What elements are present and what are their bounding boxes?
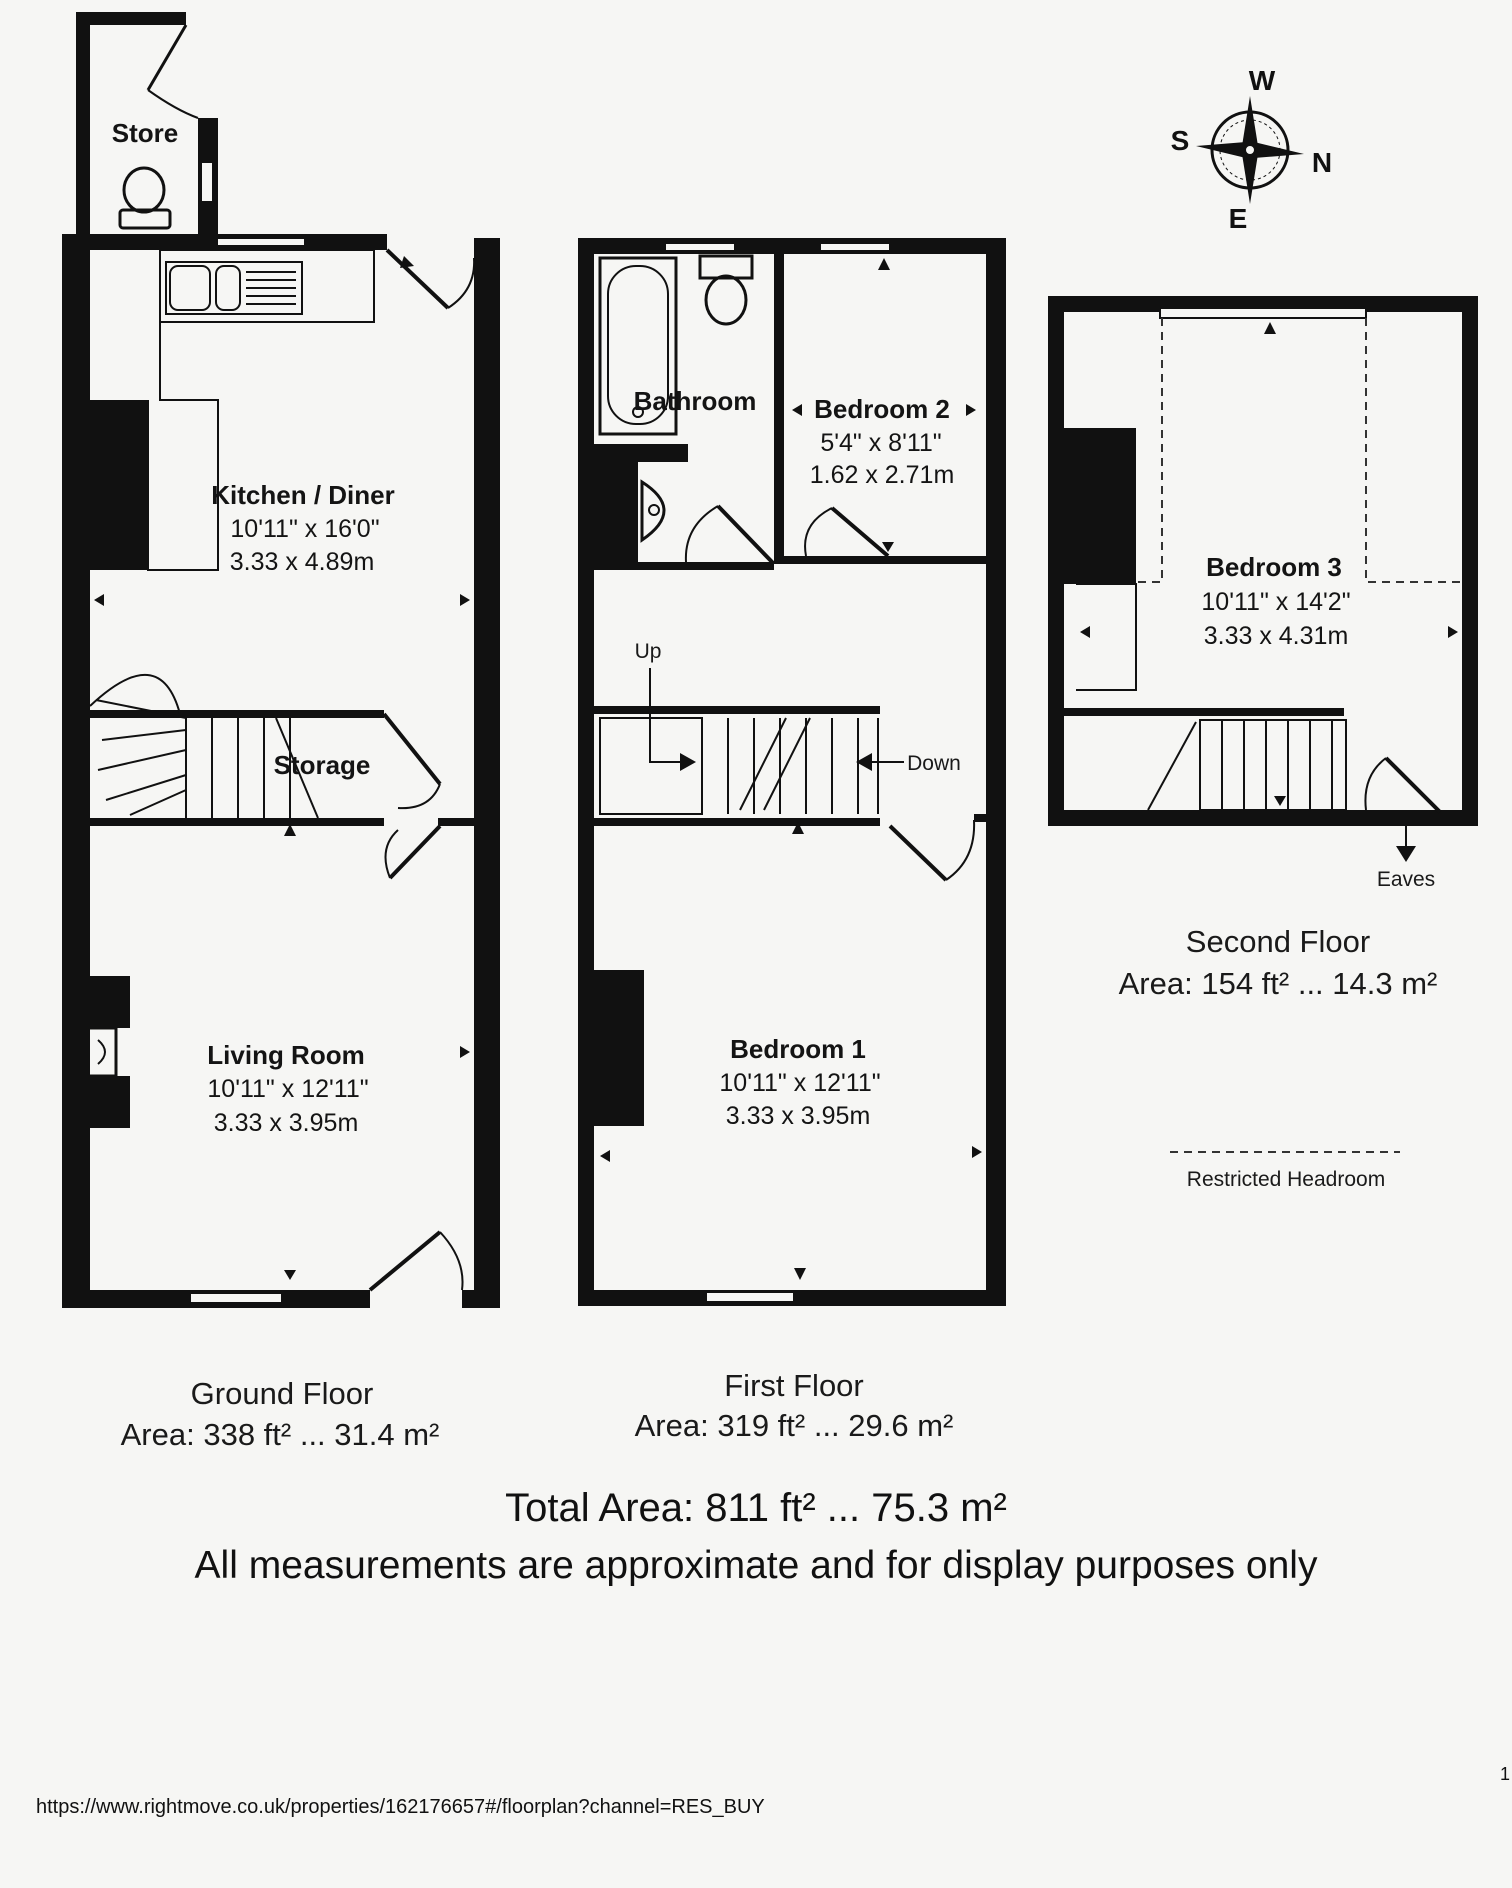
second-floor-area: Area: 154 ft² ... 14.3 m²	[1118, 966, 1438, 1001]
bedroom2-label: Bedroom 2	[814, 394, 950, 424]
second-floor-plan	[1056, 304, 1470, 862]
living-room-imperial: 10'11" x 12'11"	[207, 1075, 369, 1103]
second-floor-label: Second Floor	[1185, 924, 1371, 959]
bedroom1-imperial: 10'11" x 12'11"	[719, 1069, 881, 1097]
compass-west-label: W	[1248, 65, 1276, 96]
bedroom2-metric: 1.62 x 2.71m	[809, 461, 955, 489]
living-room-label: Living Room	[207, 1040, 365, 1070]
kitchen-metric: 3.33 x 4.89m	[229, 548, 375, 576]
kitchen-label: Kitchen / Diner	[211, 480, 395, 510]
storage-label: Storage	[273, 750, 371, 780]
stairs-down-label: Down	[907, 752, 961, 775]
bedroom3-label: Bedroom 3	[1206, 552, 1342, 582]
bedroom3-imperial: 10'11" x 14'2"	[1201, 588, 1351, 616]
source-url: https://www.rightmove.co.uk/properties/162176657#/floorplan?channel=RES_BUY	[36, 1796, 765, 1818]
bedroom1-label: Bedroom 1	[730, 1034, 866, 1064]
eaves-label: Eaves	[1376, 868, 1436, 891]
stairs-up-label: Up	[634, 640, 662, 663]
living-room-metric: 3.33 x 3.95m	[213, 1109, 359, 1137]
total-area: Total Area: 811 ft² ... 75.3 m²	[505, 1486, 1007, 1530]
compass-icon	[1171, 65, 1332, 234]
first-floor-label: First Floor	[724, 1368, 864, 1403]
ground-floor-area: Area: 338 ft² ... 31.4 m²	[120, 1417, 440, 1452]
page-number: 1	[1500, 1764, 1511, 1784]
bedroom3-metric: 3.33 x 4.31m	[1203, 622, 1349, 650]
restricted-headroom-label: Restricted Headroom	[1186, 1168, 1386, 1191]
compass-south-label: S	[1170, 125, 1190, 156]
ground-floor-label: Ground Floor	[190, 1376, 374, 1411]
bedroom2-imperial: 5'4" x 8'11"	[820, 429, 942, 457]
disclaimer: All measurements are approximate and for display purposes only	[194, 1544, 1318, 1587]
store-label: Store	[111, 118, 179, 148]
compass-north-label: N	[1311, 147, 1333, 178]
compass-east-label: E	[1228, 203, 1248, 234]
first-floor-area: Area: 319 ft² ... 29.6 m²	[634, 1408, 954, 1443]
bedroom1-metric: 3.33 x 3.95m	[725, 1102, 871, 1130]
kitchen-imperial: 10'11" x 16'0"	[230, 515, 380, 543]
bathroom-label: Bathroom	[633, 386, 757, 416]
